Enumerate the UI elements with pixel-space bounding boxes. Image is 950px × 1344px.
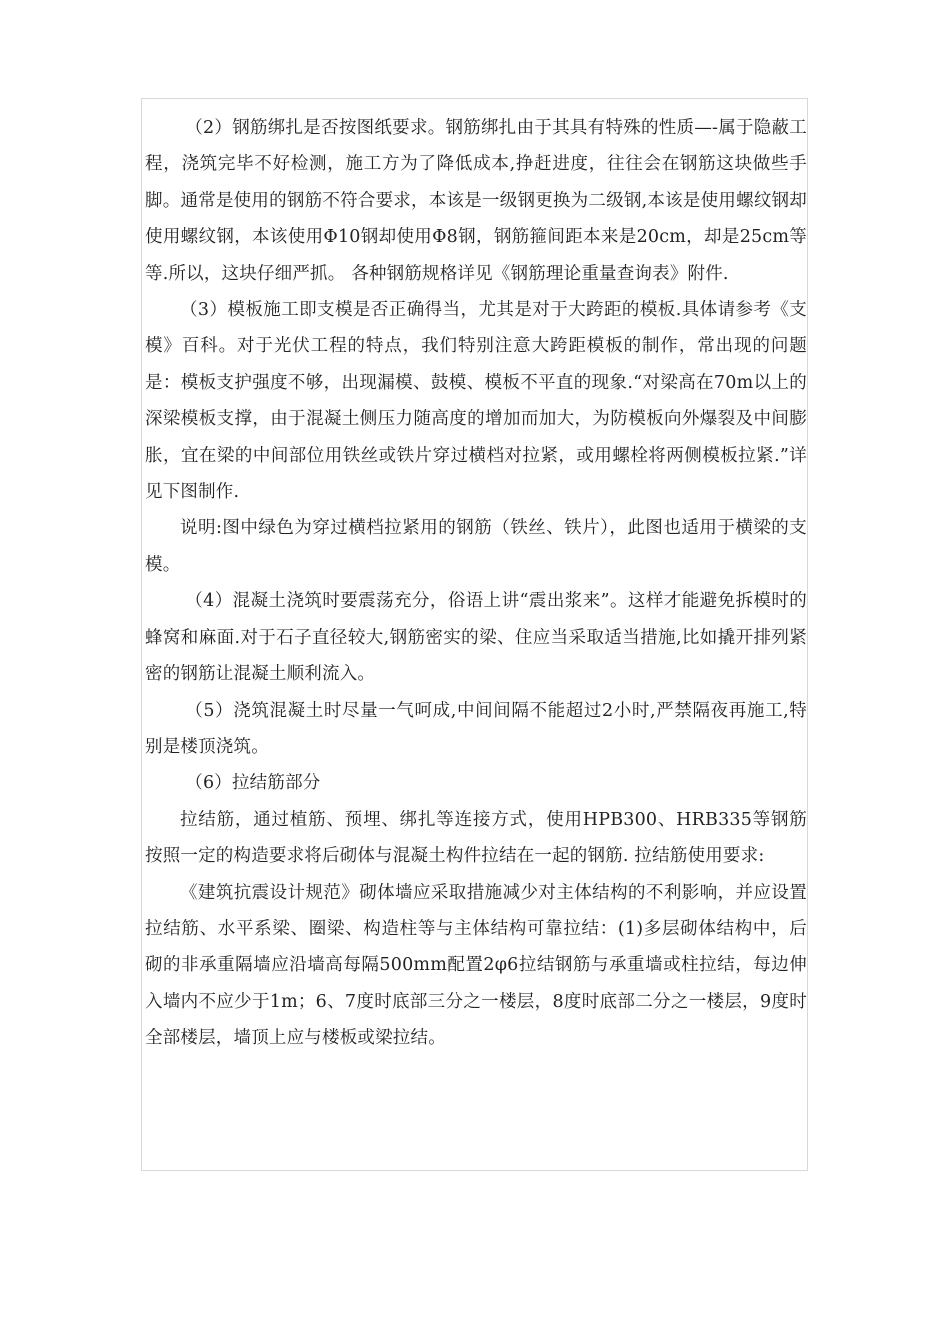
paragraph-tie-bar-definition: 拉结筋，通过植筋、预埋、绑扎等连接方式，使用HPB300、HRB335等钢筋按照一定的构造要求将后砌体与混凝土构件拉结在一起的钢筋. 拉结筋使用要求: (145, 809, 807, 867)
paragraph-tie-bar-heading: （6）拉结筋部分 (185, 773, 321, 794)
document-body (145, 110, 807, 1057)
paragraph-continuous-pour: （5）浇筑混凝土时尽量一气呵成,中间间隔不能超过2小时,严禁隔夜再施工,特别是楼顶浇筑。 (145, 700, 807, 757)
paragraph-seismic-code: 《建筑抗震设计规范》砌体墙应采取措施减少对主体结构的不利影响，并应设置拉结筋、水平系梁、圈梁、构造柱等与主体结构可靠拉结：(1)多层砌体结构中，后砌的非承重隔墙应沿墙高每隔500mm配置2φ6拉结钢筋与承重墙或柱拉结，每边伸入墙内不应少于1m；6、7度时底部三分之一楼层，8度时底部二分之一楼层，9度时全部楼层，墙顶上应与楼板或梁拉结。 (145, 882, 807, 1049)
paragraph-concrete-vibration: （4）混凝土浇筑时要震荡充分，俗语上讲“震出浆来”。这样才能避免拆模时的蜂窝和麻面.对于石子直径较大,钢筋密实的梁、住应当采取适当措施,比如撬开排列紧密的钢筋让混凝土顺利流入。 (145, 591, 807, 685)
paragraph-figure-note: 说明:图中绿色为穿过横档拉紧用的钢筋（铁丝、铁片），此图也适用于横梁的支模。 (145, 518, 807, 575)
paragraph-rebar-binding: （2）钢筋绑扎是否按图纸要求。钢筋绑扎由于其具有特殊的性质—-属于隐蔽工程，浇筑完毕不好检测，施工方为了降低成本,挣赶进度，往往会在钢筋这块做些手脚。通常是使用的钢筋不符合要求，本该是一级钢更换为二级钢,本该是使用螺纹钢却使用螺纹钢，本该使用Φ10钢却使用Φ8钢，钢筋箍间距本来是20cm，却是25cm等等.所以，这块仔细严抓。 各种钢筋规格详见《钢筋理论重量查询表》附件. (145, 118, 807, 284)
paragraph-formwork: （3）模板施工即支模是否正确得当，尤其是对于大跨距的模板.具体请参考《支模》百科。对于光伏工程的特点，我们特别注意大跨距模板的制作，常出现的问题是：模板支护强度不够，出现漏模、鼓模、模板不平直的现象.“对梁高在70m以上的深梁模板支撑，由于混凝土侧压力随高度的增加而加大，为防模板向外爆裂及中间膨胀，宜在梁的中间部位用铁丝或铁片穿过横档对拉紧，或用螺栓将两侧模板拉紧.”详见下图制作. (145, 300, 807, 503)
